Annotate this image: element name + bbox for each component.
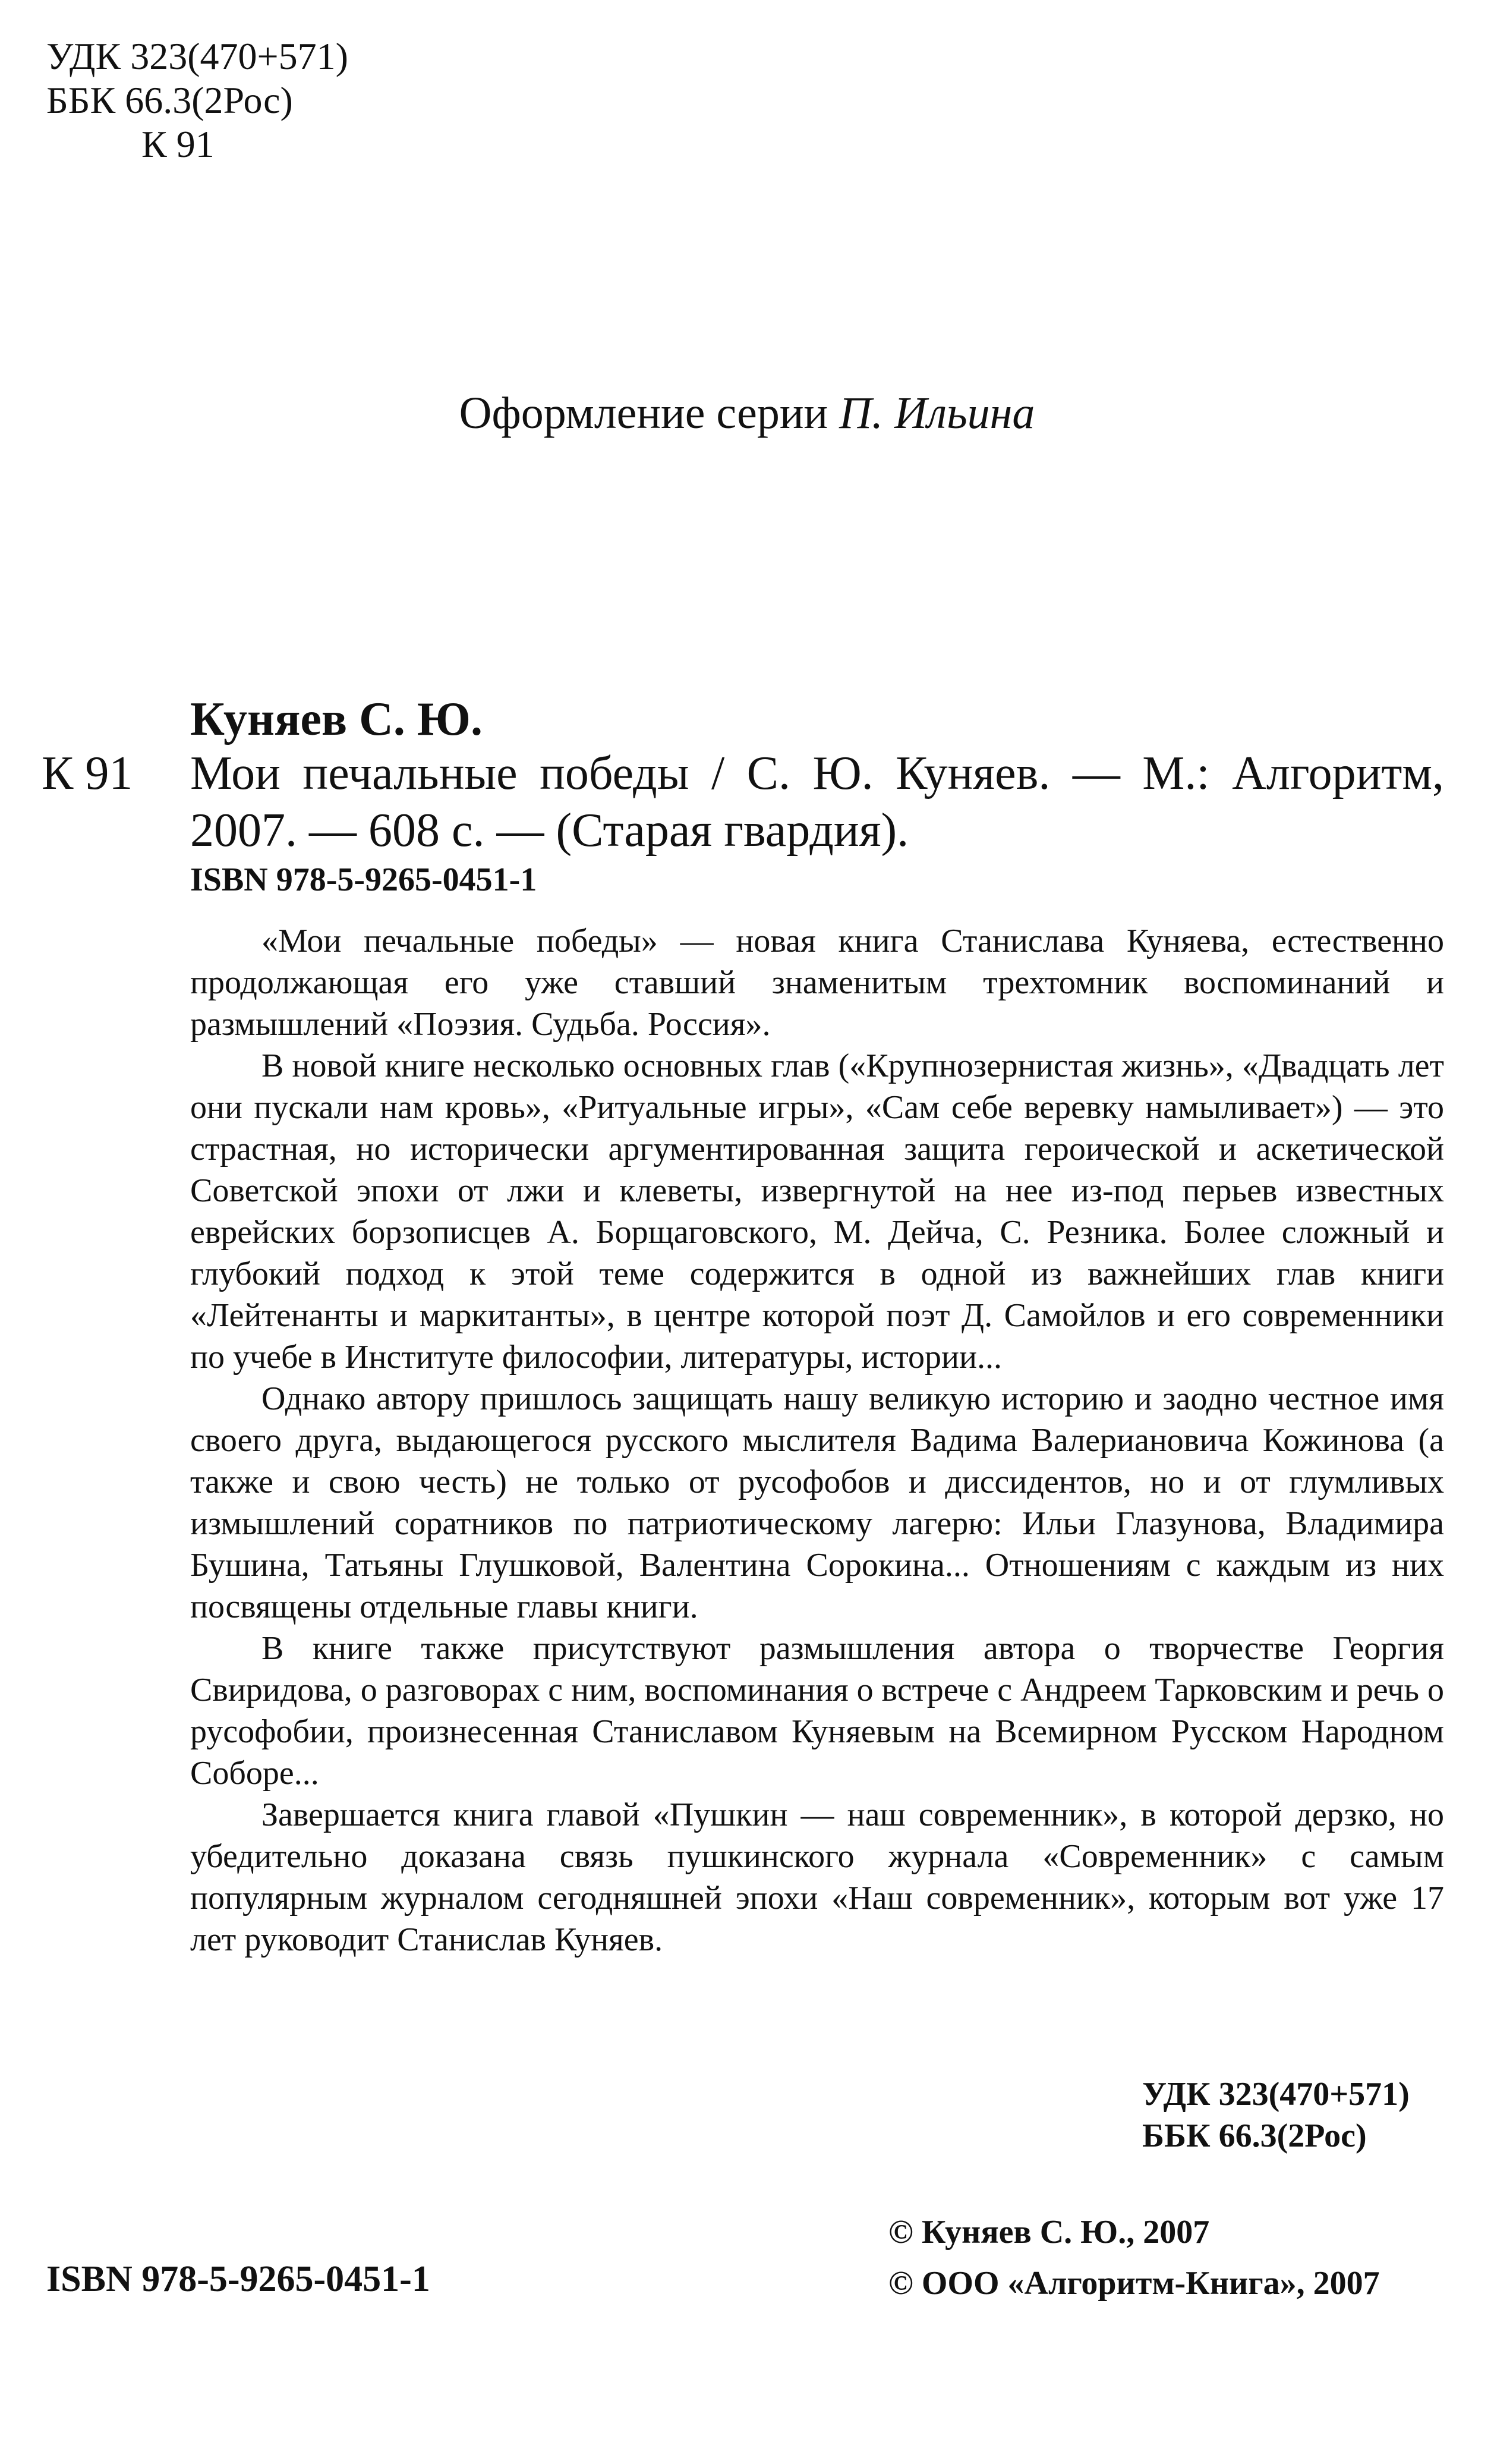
series-design-credit	[0, 386, 1494, 440]
annotation-paragraph: В новой книге несколько основных глав («Крупнозернистая жизнь», «Двадцать лет они пускали нам кровь», «Ритуальные игры», «Сам себе веревку намыливает») — это страстная, но исторически аргументированная защита героической и аскетической Советской эпохи от лжи и клеветы, извергнутой на нее из-под перьев известных еврейских борзописцев А. Борщаговского, М. Дейча, С. Резника. Более сложный и глубокий подход к этой теме содержится в одной из важнейших глав книги «Лейтенанты и маркитанты», в центре которой поэт Д. Самойлов и его современники по учебе в Институте философии, литературы, истории...	[190, 1047, 1444, 1376]
udk-code-bottom: УДК 323(470+571)	[1142, 2076, 1410, 2113]
isbn-bottom: ISBN 978-5-9265-0451-1	[46, 2259, 430, 2299]
annotation-paragraph: Однако автору пришлось защищать нашу великую историю и заодно честное имя своего друга, выдающегося русского мыслителя Вадима Валериановича Кожинова (а также и свою честь) не только от русофобов и диссидентов, но и от глумливых измышлений соратников по патриотическому лагерю: Ильи Глазунова, Владимира Бушина, Татьяны Глушковой, Валентина Сорокина... Отношениям с каждым из них посвящены отдельные главы книги.	[190, 1380, 1444, 1625]
udk-code: УДК 323(470+571)	[46, 35, 348, 77]
annotation	[190, 920, 1444, 1960]
annotation-paragraph: В книге также присутствуют размышления автора о творчестве Георгия Свиридова, о разговорах с ним, воспоминания о встрече с Андреем Тарковским и речь о русофобии, произнесенная Станиславом Куняевым на Всемирном Русском Народном Соборе...	[190, 1630, 1444, 1792]
annotation-paragraph: «Мои печальные победы» — новая книга Станислава Куняева, естественно продолжающая его уже ставший знаменитым трехтомник воспоминаний и размышлений «Поэзия. Судьба. Россия».	[190, 923, 1444, 1043]
series-design-label: Оформление серии	[459, 388, 828, 438]
catalog-author-heading: Куняев С. Ю.	[190, 693, 483, 745]
classification-codes-bottom	[1142, 2073, 1410, 2157]
bbk-code: ББК 66.3(2Рос)	[46, 79, 293, 121]
classification-codes-top	[46, 34, 348, 166]
copyright-author: © Куняев С. Ю., 2007	[888, 2214, 1210, 2251]
annotation-paragraph: Завершается книга главой «Пушкин — наш современник», в которой дерзко, но убедительно доказана связь пушкинского журнала «Современник» с самым популярным журналом сегодняшней эпохи «Наш современник», которым вот уже 17 лет руководит Станислав Куняев.	[190, 1796, 1444, 1958]
bibliographic-description: Мои печальные победы / С. Ю. Куняев. — М.: Алгоритм, 2007. — 608 с. — (Старая гвардия).	[190, 747, 1444, 857]
copyright-publisher: © ООО «Алгоритм-Книга», 2007	[888, 2265, 1380, 2302]
bbk-code-bottom: ББК 66.3(2Рос)	[1142, 2117, 1367, 2154]
series-designer-name: П. Ильина	[839, 388, 1035, 438]
copyright-block	[888, 2207, 1380, 2309]
author-mark: К 91	[141, 123, 215, 165]
catalog-author-code: К 91	[42, 747, 133, 800]
isbn-catalog: ISBN 978-5-9265-0451-1	[190, 861, 537, 898]
